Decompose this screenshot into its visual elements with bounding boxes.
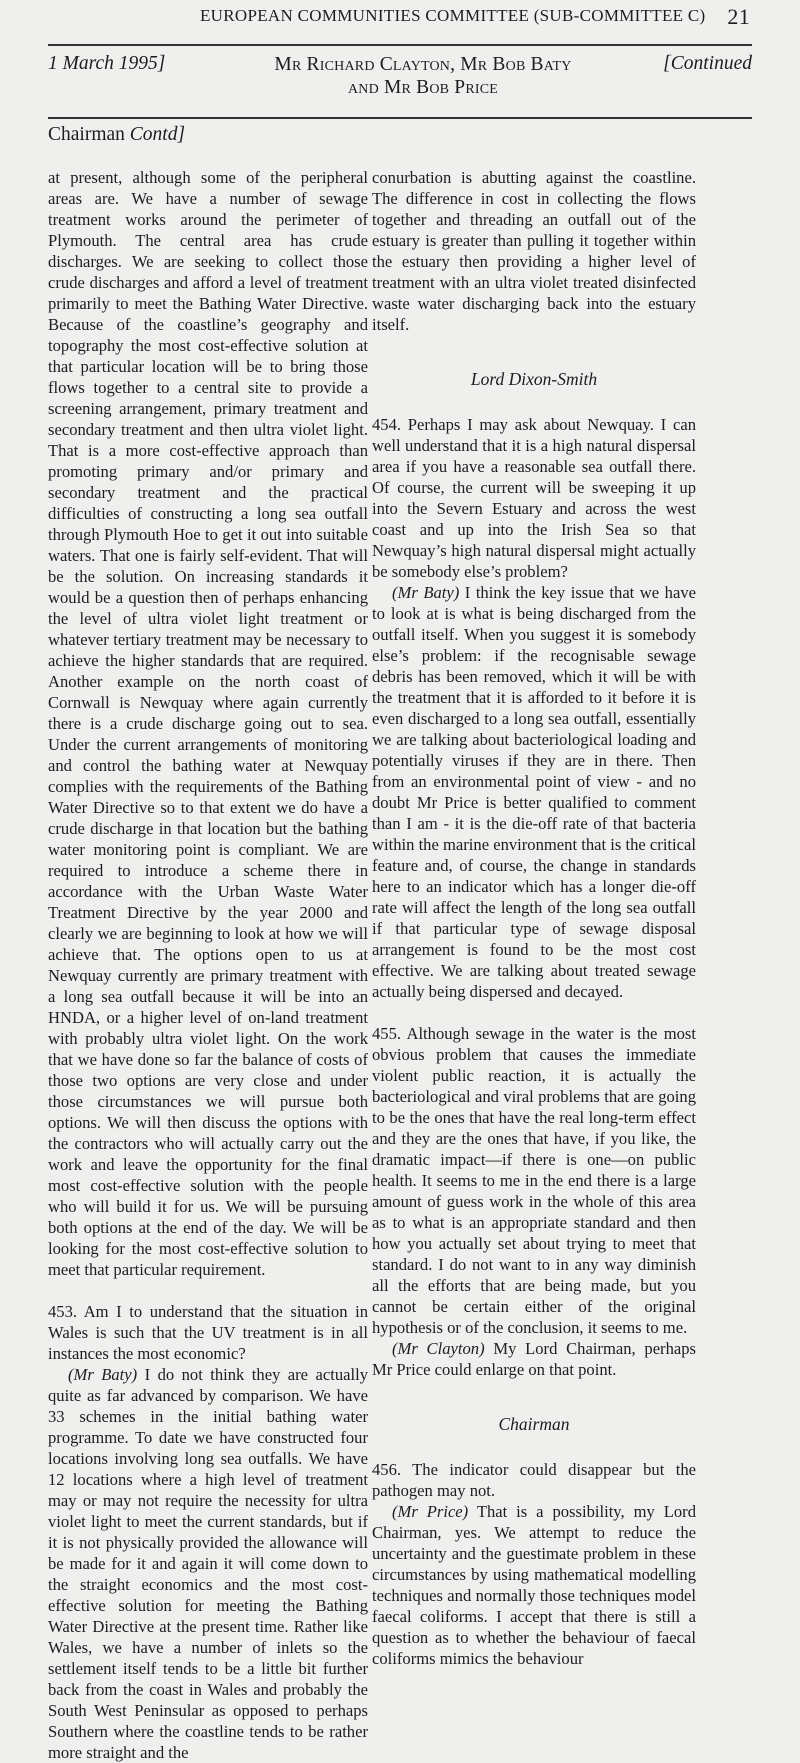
- question-453: 453. Am I to understand that the situation in Wales is such that the UV treatment is in all instances the most economic?: [48, 1302, 368, 1363]
- answer-456: [372, 1501, 696, 1669]
- speaker-name: Chairman: [48, 124, 125, 145]
- continued-label: [Continued: [663, 53, 752, 74]
- session-date: 1 March 1995]: [48, 53, 166, 74]
- committee-title: EUROPEAN COMMUNITIES COMMITTEE (SUB-COMMITTEE C): [200, 6, 706, 25]
- paragraph-conurbation: conurbation is abutting against the coastline. The difference in cost in collecting the flows together and threading an outfall out of the estuary is greater than pulling it together within the estuary then providing a higher level of treatment with an ultra violet treated disinfected waste water discharging back into the estuary itself.: [372, 168, 696, 334]
- answer-455-text: My Lord Chairman, perhaps Mr Price could enlarge on that point.: [372, 1339, 696, 1379]
- right-column: [372, 167, 696, 1669]
- answer-454: [372, 582, 696, 1002]
- witness-names: [258, 53, 588, 99]
- witness-names-line1: Mr Richard Clayton, Mr Bob Baty: [274, 54, 572, 75]
- paragraph-continued: at present, although some of the peripheral areas are. We have a number of sewage treatment works around the perimeter of Plymouth. The central area has crude discharges. We are seeking to collect those crude discharges and afford a level of treatment primarily to meet the Bathing Water Directive. Because of the coastline’s geography and topography the most cost-effective solution at that particular location will be to bring those flows together to a central site to provide a screening arrangement, primary treatment and secondary treatment and then ultra violet light. That is a more cost-effective approach than promoting primary and/or primary and secondary treatment and the practical difficulties of constructing a long sea outfall through Plymouth Hoe to get it out into suitable waters. That one is fairly self-evident. That will be the solution. On increasing standards it would be a question then of perhaps enhancing the level of ultra violet light treatment or whatever tertiary treatment may be necessary to achieve the higher standards that are required. Another example on the north coast of Cornwall is Newquay where again currently there is a crude discharge going out to sea. Under the current arrangements of monitoring and control the bathing water at Newquay complies with the requirements of the Bathing Water Directive so to that extent we do have a crude discharge in that location but the bathing water monitoring point is compliant. We are required to introduce a scheme there in accordance with the Urban Waste Water Treatment Directive by the year 2000 and clearly we are beginning to look at how we will achieve that. The options open to us at Newquay currently are primary treatment with a long sea outfall because it will be into an HNDA, or a higher level of on-land treatment with probably ultra violet light. On the work that we have done so far the balance of costs of those two options are very close and under those circumstances we will pursue both options. We will then discuss the options with the contractors who will actually carry out the work and leave the opportunity for the final most cost-effective solution with the people who will build it for us. We will be pursuing both options at the end of the day. We will be looking for the most cost-effective solution to meet that particular requirement.: [48, 168, 368, 1279]
- page-number: 21: [727, 4, 750, 29]
- speaker-heading-dixon-smith: Lord Dixon-Smith: [470, 369, 598, 389]
- answer-453-text: I do not think they are actually quite as far advanced by comparison. We have 33 schemes in the initial bathing water programme. To date we have constructed four locations involving long sea outfalls. We have 12 locations where a high level of treatment may or may not require the necessity for ultra violet light to meet the current standards, but if it is not physically provided the allowance will be made for it and again it will come down to the straight economics and the most cost-effective solution for meeting the Bathing Water Directive at the present time. Rather like Wales, we have a number of inlets so the settlement itself tends to be a little bit further back from the coast in Wales and probably the South West Peninsular as opposed to perhaps Southern where the coastline tends to be rather more straight and the: [48, 1365, 369, 1762]
- question-455: 455. Although sewage in the water is the most obvious problem that causes the immediate violent public reaction, it is actually the bacteriological and viral problems that are going to be the ones that have the real long-term effect and they are the ones that have, if you like, the dramatic impact—if there is one—on public health. It seems to me in the end there is a large amount of guess work in the whole of this area as to what is an appropriate standard and then how you actually set about trying to meet that standard. I do not want to in any way diminish all the efforts that are being made, but you cannot be certain either of the original hypothesis or of the conclusion, it seems to me.: [372, 1024, 696, 1337]
- answer-454-speaker: (Mr Baty): [392, 583, 460, 602]
- question-454: 454. Perhaps I may ask about Newquay. I can well understand that it is a high natural dispersal area if you have a reasonable sea outfall there. Of course, the current will be sweeping it up into the Severn Estuary and across the west coast and up into the Irish Sea so that Newquay’s high natural dispersal might actually be somebody else’s problem?: [372, 415, 696, 581]
- answer-453: [48, 1364, 368, 1763]
- answer-453-speaker: (Mr Baty): [68, 1365, 138, 1384]
- answer-454-text: I think the key issue that we have to look at is what is being discharged from the outfall itself. When you suggest it is somebody else’s problem: if the recognisable sewage debris has been removed, which it will be with the treatment that it is afforded to it before it is even discharged to a long sea outfall, essentially we are talking about bacteriological loading and potentially viruses if they are in there. Then from an environmental point of view - and no doubt Mr Price is better qualified to comment than I am - it is the die-off rate of that bacteria within the marine environment that is the critical feature and, of course, the change in standards here to an indicator which has a longer die-off rate will affect the length of the long sea outfall if that particular type of sewage disposal arrangement is found to be the most cost effective. We are talking about treated sewage actually being dispersed and decayed.: [372, 583, 696, 1001]
- answer-456-speaker: (Mr Price): [392, 1502, 469, 1521]
- answer-455-speaker: (Mr Clayton): [392, 1339, 485, 1358]
- top-rule: [48, 44, 752, 46]
- left-column: [48, 167, 368, 1763]
- answer-455: [372, 1338, 696, 1380]
- speaker-heading-top: [48, 124, 185, 146]
- question-456: 456. The indicator could disappear but the pathogen may not.: [372, 1460, 696, 1500]
- witness-names-line2: and Mr Bob Price: [347, 77, 499, 98]
- header-bottom-rule: [48, 117, 752, 119]
- speaker-heading-chairman: Chairman: [498, 1414, 570, 1434]
- answer-456-text: That is a possibility, my Lord Chairman, yes. We attempt to reduce the uncertainty and the guestimate problem in these circumstances by using mathematical modelling techniques and normally those techniques model faecal coliforms. I accept that there is still a question as to whether the behaviour of faecal coliforms mimics the behaviour: [372, 1502, 696, 1668]
- speaker-contd: Contd]: [129, 124, 186, 145]
